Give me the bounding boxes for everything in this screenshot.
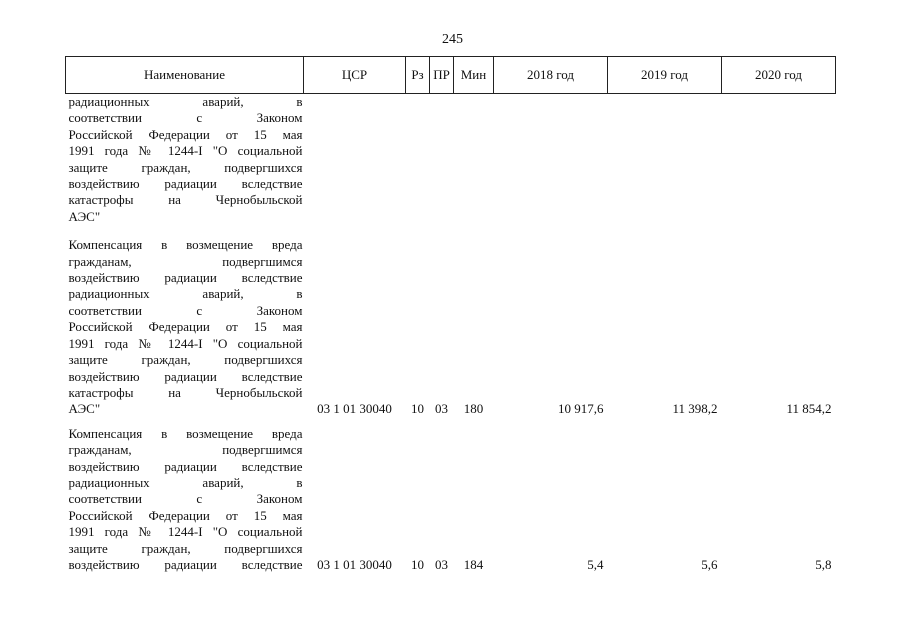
name-line: Российской Федерации от 15 мая (68, 126, 303, 142)
table-header-row (66, 57, 836, 94)
row-2020: 11 854,2 (786, 401, 832, 417)
row-csr (304, 94, 406, 226)
row-2019: 11 398,2 (672, 401, 718, 417)
name-line: воздействию радиации вследствие (68, 368, 303, 384)
header-name: Наименование (66, 57, 304, 94)
name-line: Компенсация в возмещение вреда (68, 237, 303, 253)
row-min (454, 94, 494, 226)
row-rz: 10 (411, 401, 424, 417)
name-line: защите граждан, подвергшихся (68, 352, 303, 368)
table-row (66, 426, 836, 574)
name-line: катастрофы на Чернобыльской (68, 192, 303, 208)
row-2018: 5,4 (587, 556, 604, 572)
name-line: воздействию радиации вследствие (68, 556, 303, 572)
table-row (66, 94, 836, 226)
row-2018: 10 917,6 (558, 401, 604, 417)
name-line: воздействию радиации вследствие (68, 270, 303, 286)
name-line: воздействию радиации вследствие (68, 176, 303, 192)
name-line: 1991 года № 1244-I "О социальной (68, 335, 303, 351)
header-2019: 2019 год (608, 57, 722, 94)
name-line: соответствии с Законом (68, 491, 303, 507)
row-2020: 5,8 (815, 556, 832, 572)
header-2020: 2020 год (722, 57, 836, 94)
name-line: АЭС" (68, 401, 101, 417)
row-pr: 03 (435, 401, 448, 417)
name-line: гражданам, подвергшимся (68, 253, 303, 269)
name-line: 1991 года № 1244-I "О социальной (68, 143, 303, 159)
name-line: радиационных аварий, в (68, 286, 303, 302)
name-line: Российской Федерации от 15 мая (68, 319, 303, 335)
header-min: Мин (454, 57, 494, 94)
page-number: 245 (442, 32, 463, 47)
row-min: 184 (463, 556, 484, 572)
name-line: соответствии с Законом (68, 110, 303, 126)
name-line: радиационных аварий, в (68, 474, 303, 490)
row-csr: 03 1 01 30040 (317, 556, 392, 572)
header-pr: ПР (430, 57, 454, 94)
name-line: гражданам, подвергшимся (68, 442, 303, 458)
name-line: защите граждан, подвергшихся (68, 159, 303, 175)
row-name (66, 426, 304, 574)
row-pr: 03 (435, 556, 448, 572)
row-pr (430, 94, 454, 226)
row-csr: 03 1 01 30040 (317, 401, 392, 417)
row-min: 180 (463, 401, 484, 417)
row-2018 (494, 94, 608, 226)
name-line: воздействию радиации вследствие (68, 458, 303, 474)
name-line: Российской Федерации от 15 мая (68, 507, 303, 523)
name-line: Компенсация в возмещение вреда (68, 425, 303, 441)
row-rz (406, 94, 430, 226)
row-2019 (608, 94, 722, 226)
name-line: катастрофы на Чернобыльской (68, 384, 303, 400)
row-rz: 10 (411, 556, 424, 572)
name-line: 1991 года № 1244-I "О социальной (68, 524, 303, 540)
row-name (66, 237, 304, 417)
row-name (66, 94, 304, 226)
header-rz: Рз (406, 57, 430, 94)
name-line: АЭС" (68, 208, 101, 224)
row-2020 (722, 94, 836, 226)
header-csr: ЦСР (304, 57, 406, 94)
budget-table (65, 56, 836, 573)
header-2018: 2018 год (494, 57, 608, 94)
name-line: соответствии с Законом (68, 302, 303, 318)
name-line: защите граждан, подвергшихся (68, 540, 303, 556)
name-line: радиационных аварий, в (68, 94, 303, 109)
table-row (66, 237, 836, 417)
row-2019: 5,6 (701, 556, 718, 572)
